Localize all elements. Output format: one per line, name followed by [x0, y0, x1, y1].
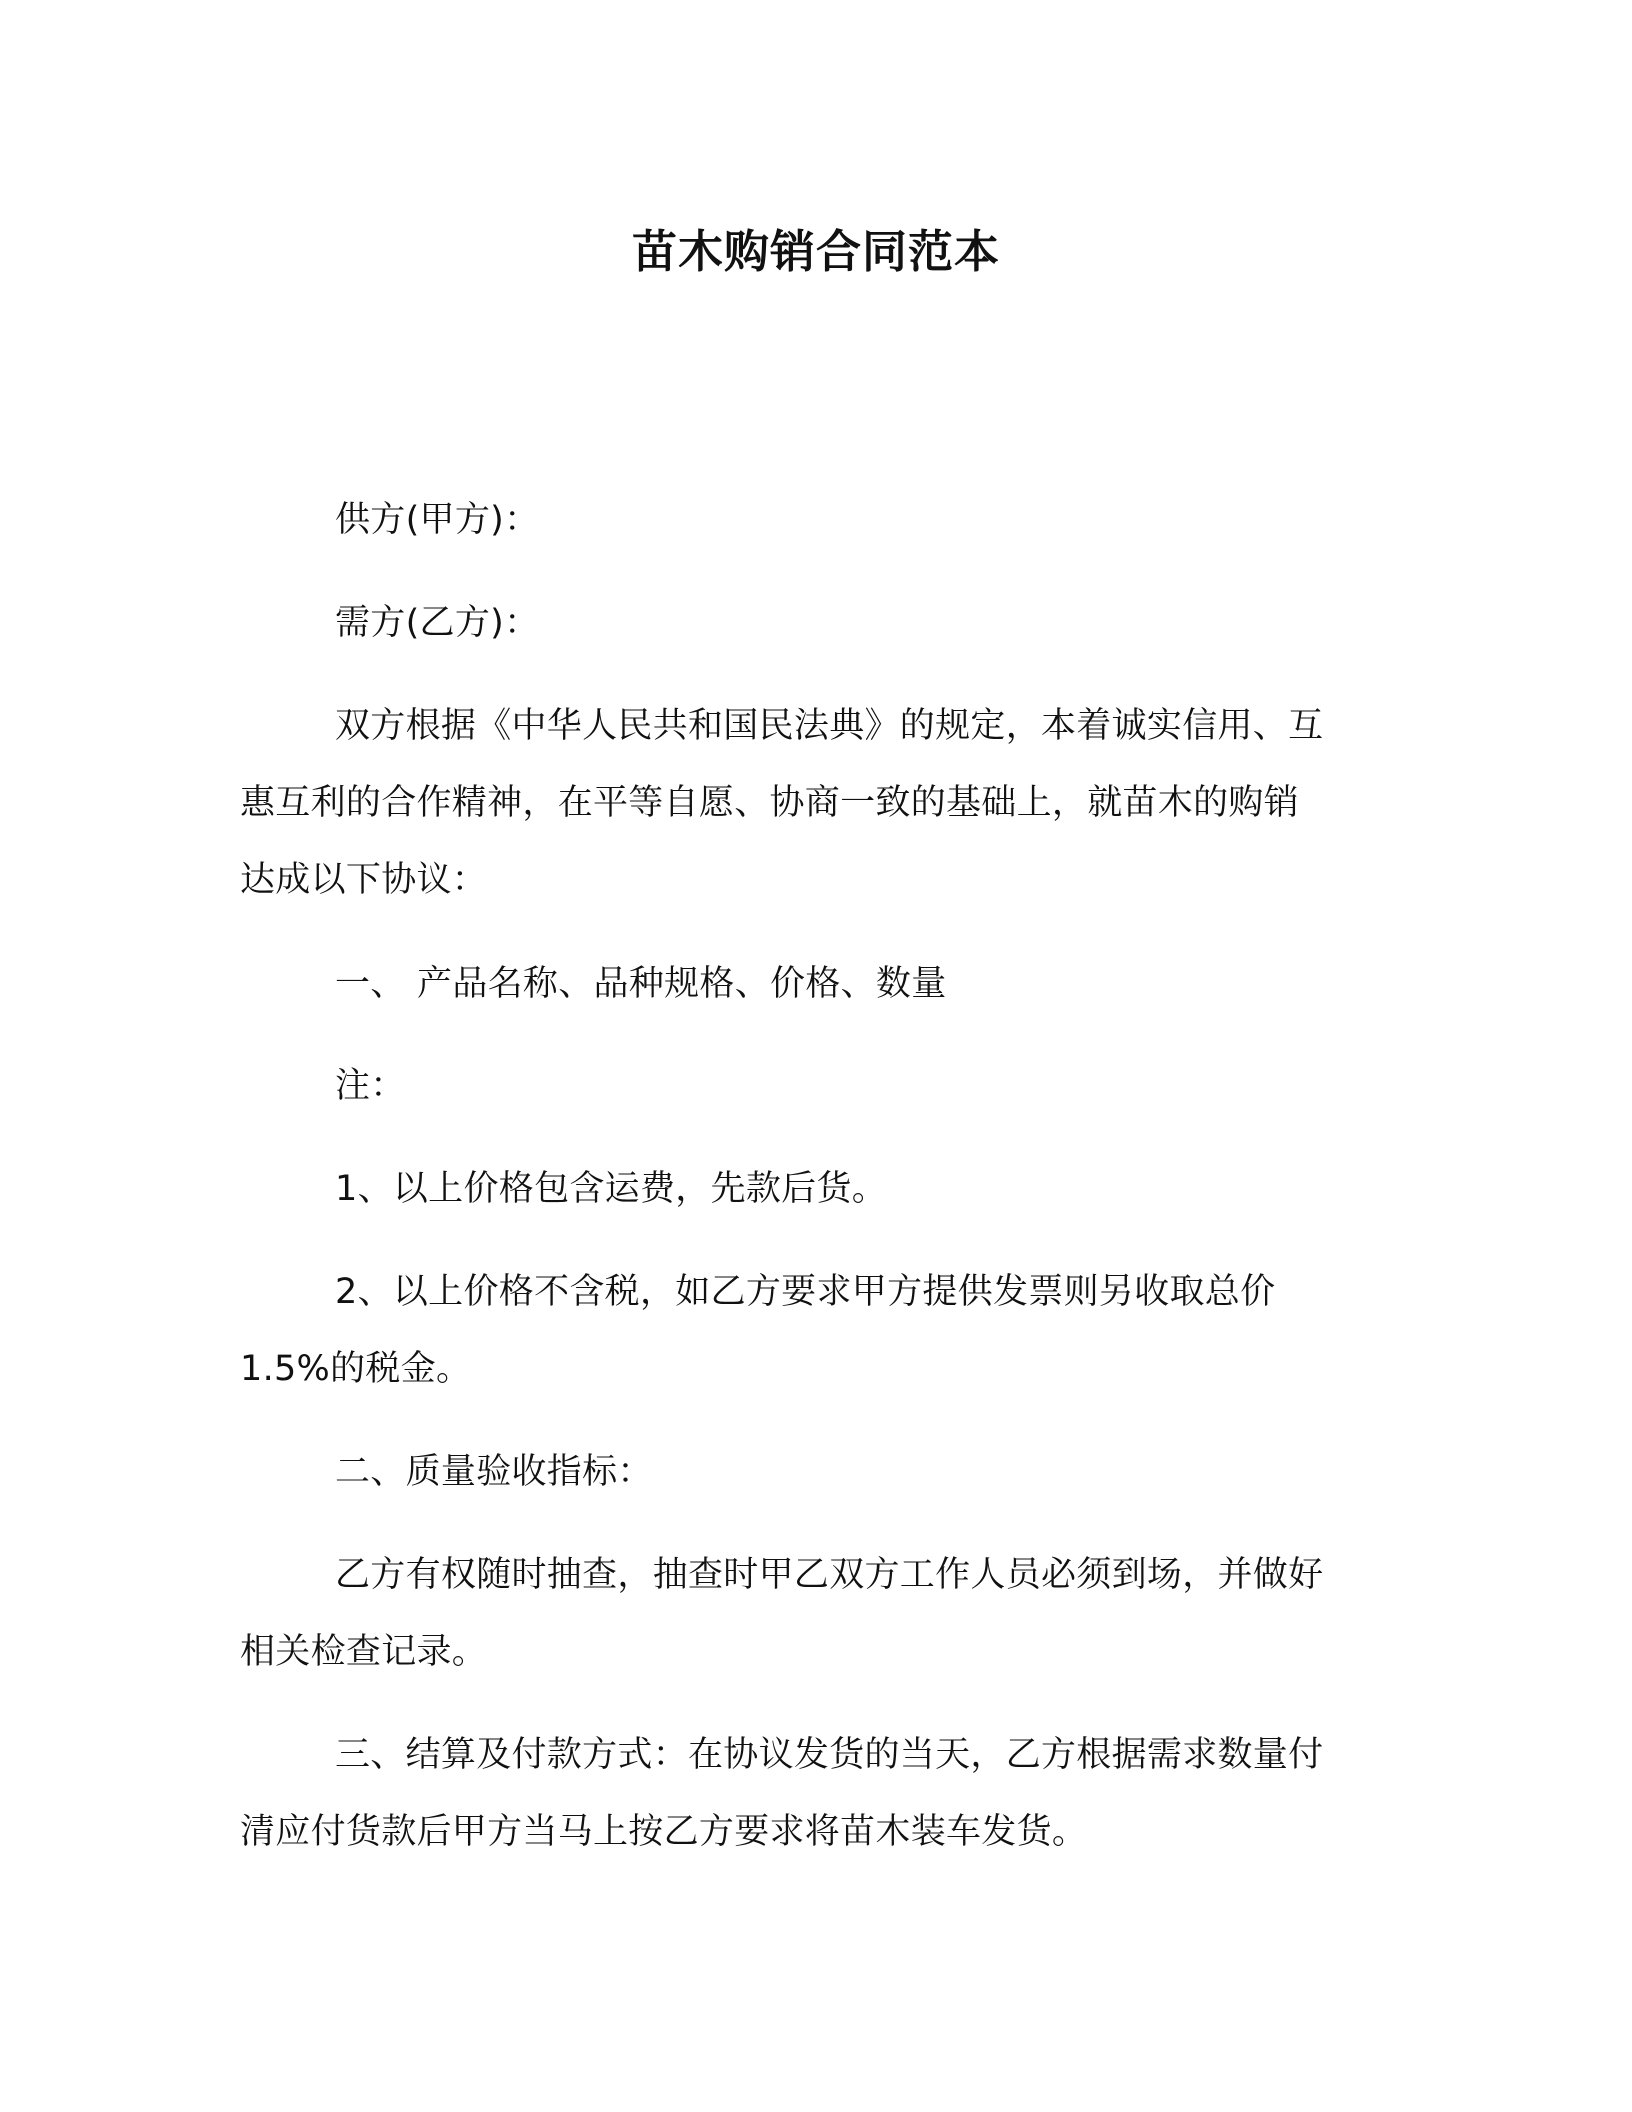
section-3-paragraph — [240, 1717, 1376, 1871]
supplier-label: 供方(甲方)： — [335, 500, 540, 540]
note-item-text: 1、以上价格包含运费，先款后货。 — [335, 1169, 888, 1209]
section-body-line: 三、结算及付款方式：在协议发货的当天，乙方根据需求数量付 — [335, 1735, 1324, 1775]
section-heading-text: 二、质量验收指标： — [335, 1452, 653, 1492]
note-label-text: 注： — [335, 1066, 406, 1106]
note-item-line: 2、以上价格不含税，如乙方要求甲方提供发票则另收取总价 — [335, 1272, 1276, 1312]
buyer-field — [240, 585, 1376, 662]
section-body-line: 相关检查记录。 — [240, 1632, 488, 1672]
section-heading-text: 一、 产品名称、品种规格、价格、数量 — [335, 964, 947, 1004]
intro-line: 惠互利的合作精神，在平等自愿、协商一致的基础上，就苗木的购销 — [240, 783, 1300, 823]
supplier-field — [240, 482, 1376, 559]
document-title: 苗木购销合同范本 — [631, 225, 1000, 278]
note-item-2 — [240, 1254, 1376, 1408]
section-2-body — [240, 1537, 1376, 1691]
section-2-heading — [240, 1434, 1376, 1511]
section-1-heading — [240, 946, 1376, 1023]
intro-line: 双方根据《中华人民共和国民法典》的规定，本着诚实信用、互 — [335, 706, 1324, 746]
intro-line: 达成以下协议： — [240, 860, 488, 900]
note-label — [240, 1048, 1376, 1125]
note-item-line: 1.5%的税金。 — [240, 1349, 472, 1389]
buyer-label: 需方(乙方)： — [335, 603, 540, 643]
section-body-line: 乙方有权随时抽查，抽查时甲乙双方工作人员必须到场，并做好 — [335, 1555, 1324, 1595]
intro-paragraph — [240, 688, 1376, 919]
note-item-1 — [240, 1151, 1376, 1228]
section-body-line: 清应付货款后甲方当马上按乙方要求将苗木装车发货。 — [240, 1812, 1088, 1852]
